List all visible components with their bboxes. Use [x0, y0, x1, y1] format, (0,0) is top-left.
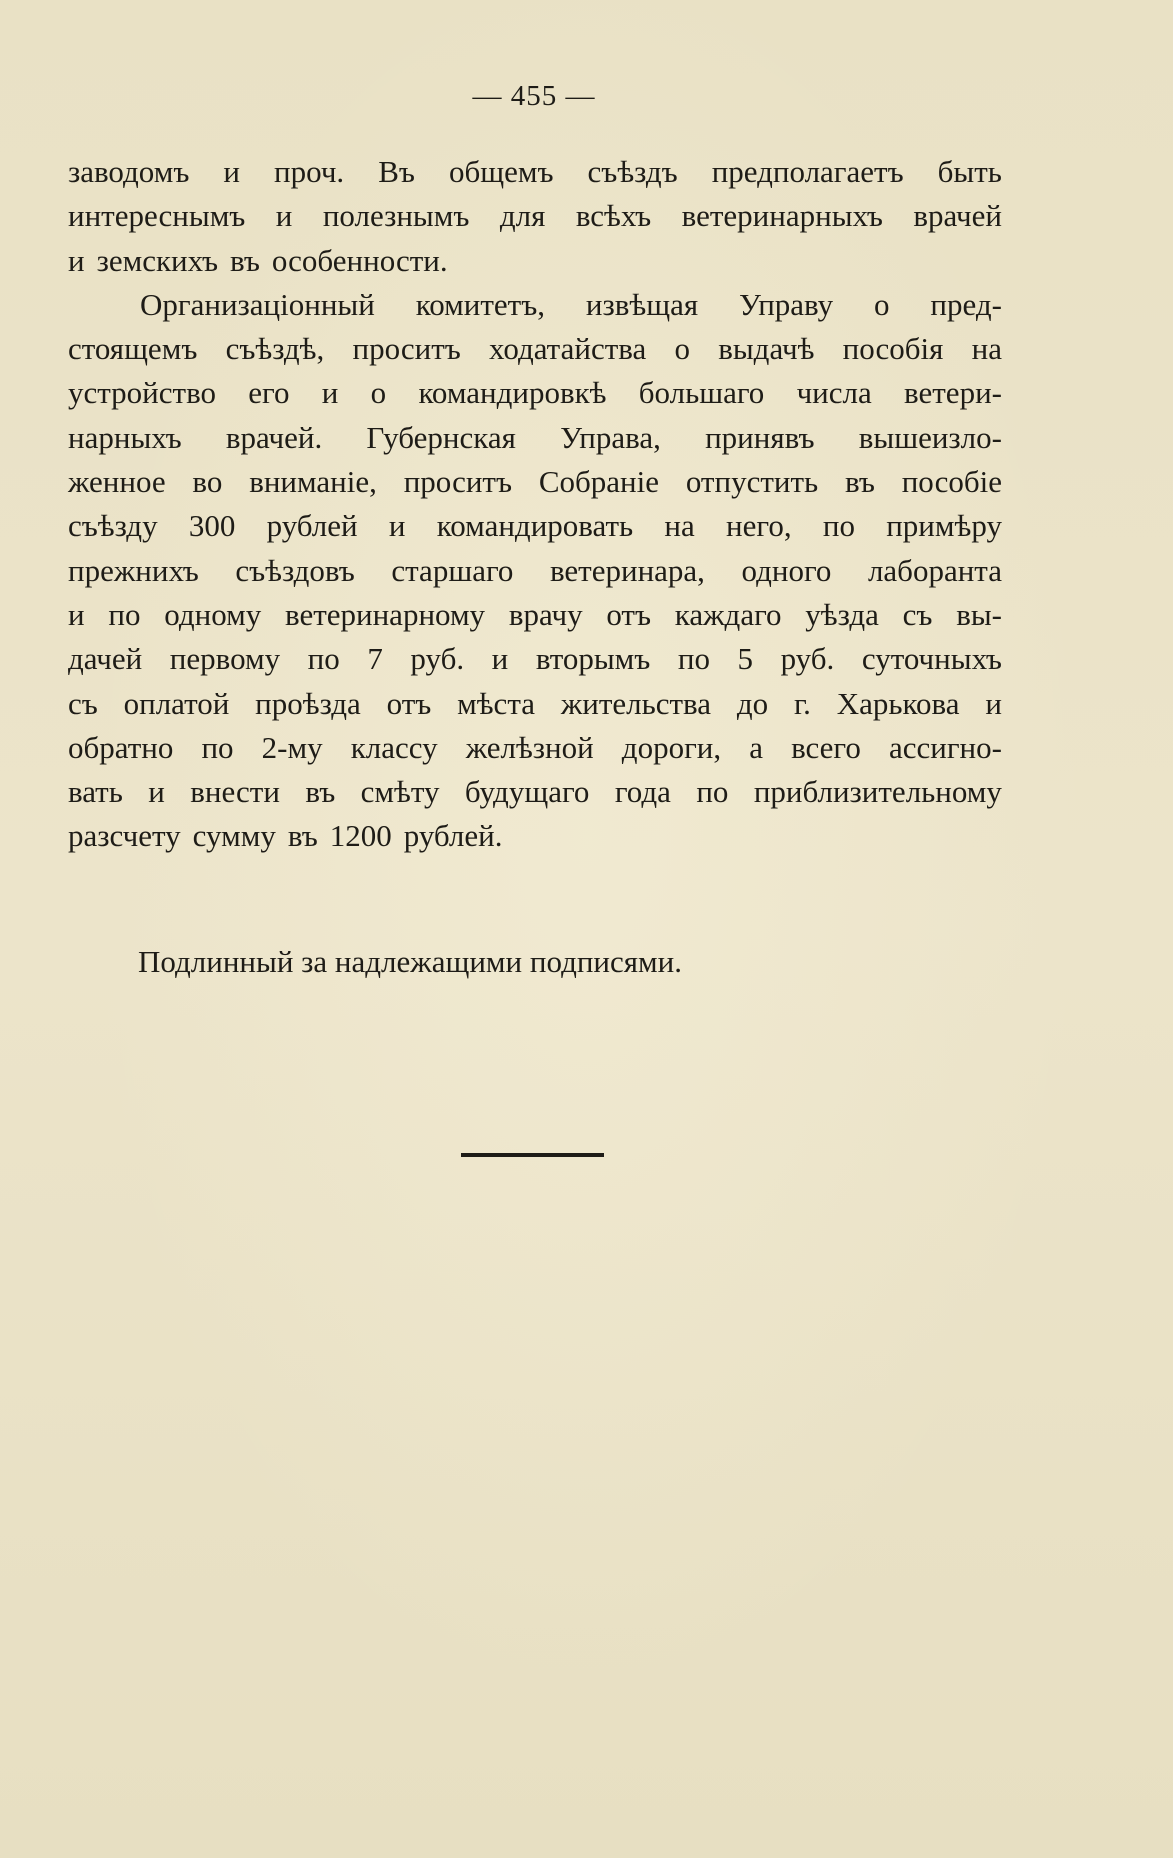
text-line: Организаціонный комитетъ, извѣщая Управу о пред- [140, 286, 1002, 322]
text-line: дачей первому по 7 руб. и вторымъ по 5 руб. суточныхъ [68, 641, 1002, 677]
text-line: женное во вниманіе, проситъ Собраніе отпустить въ пособіе [68, 464, 1002, 500]
paragraph-1 [68, 150, 1002, 283]
text-line: прежнихъ съѣздовъ старшаго ветеринара, одного лаборанта [68, 552, 1002, 588]
text-line: съѣзду 300 рублей и командировать на него, по примѣру [68, 508, 1002, 544]
text-line: и по одному ветеринарному врачу отъ каждаго уѣзда съ вы- [68, 596, 1002, 632]
text-line: устройство его и о командировкѣ большаго числа ветери- [68, 375, 1002, 411]
signature-note: Подлинный за надлежащими подписями. [138, 944, 682, 979]
text-line: разсчету сумму въ 1200 рублей. [68, 818, 503, 854]
text-line: обратно по 2-му классу желѣзной дороги, а всего ассигно- [68, 729, 1002, 765]
end-rule [461, 1153, 604, 1157]
text-line: стоящемъ съѣздѣ, проситъ ходатайства о выдачѣ пособія на [68, 331, 1002, 367]
body-text [68, 150, 1002, 859]
paragraph-2 [68, 283, 1002, 859]
text-line: и земскихъ въ особенности. [68, 242, 448, 278]
text-line: вать и внести въ смѣту будущаго года по приблизительному [68, 774, 1002, 810]
text-line: съ оплатой проѣзда отъ мѣста жительства до г. Харькова и [68, 685, 1002, 721]
text-line: заводомъ и проч. Въ общемъ съѣздъ предполагаетъ быть [68, 154, 1002, 189]
text-line: нарныхъ врачей. Губернская Управа, принявъ вышеизло- [68, 419, 1002, 455]
text-line: интереснымъ и полезнымъ для всѣхъ ветеринарныхъ врачей [68, 198, 1002, 234]
page-number: — 455 — [472, 80, 596, 112]
